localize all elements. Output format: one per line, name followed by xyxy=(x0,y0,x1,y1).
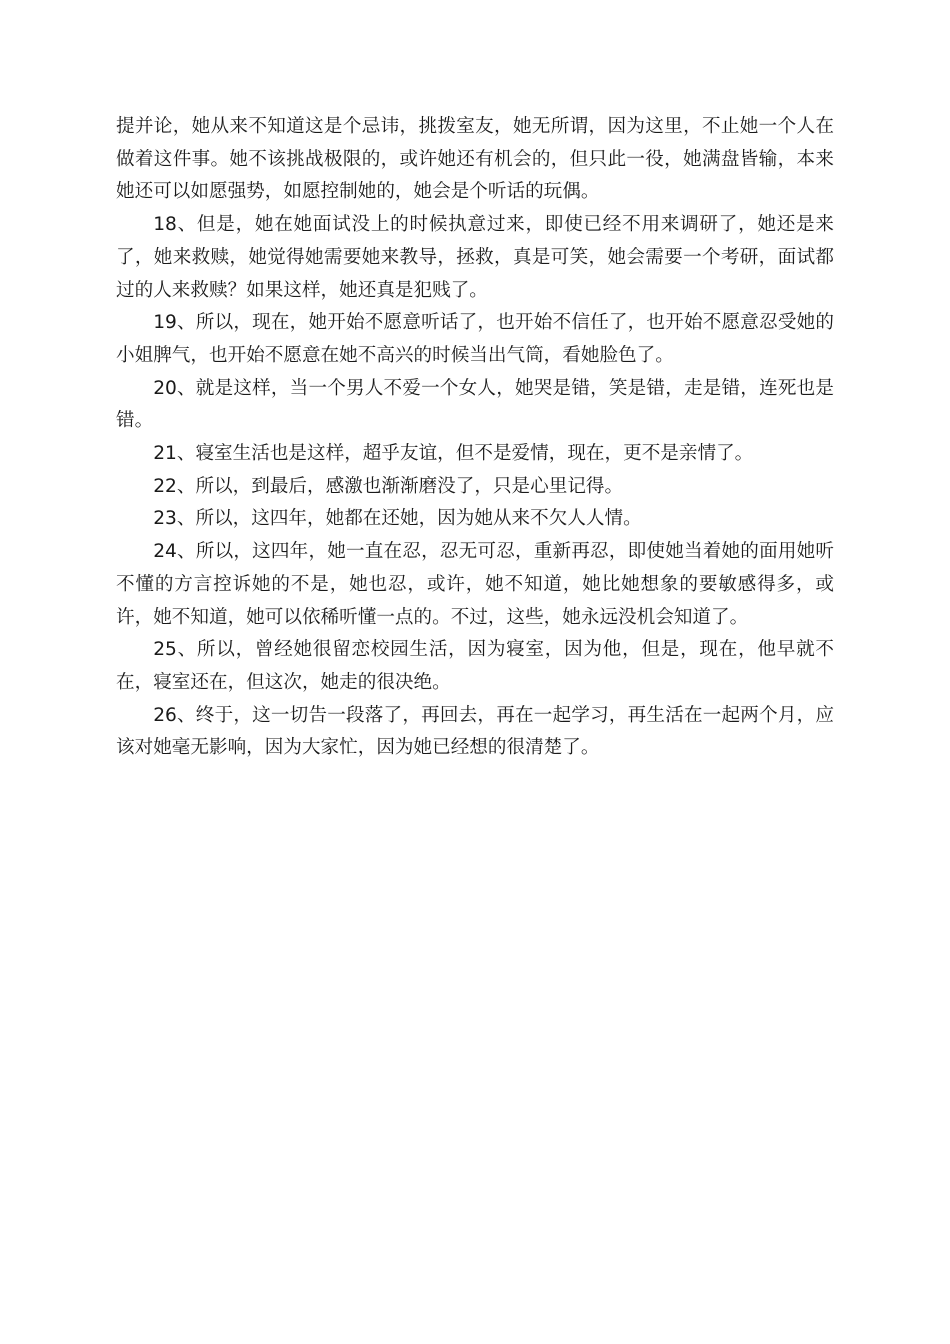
paragraph-23: 23、所以，这四年，她都在还她，因为她从来不欠人人情。 xyxy=(153,508,642,530)
paragraph-21: 21、寝室生活也是这样，超乎友谊，但不是爱情，现在，更不是亲情了。 xyxy=(153,443,754,465)
paragraph-20: 20、就是这样，当一个男人不爱一个女人，她哭是错，笑是错，走是错，连死也是错。 xyxy=(116,377,834,432)
paragraph-19: 19、所以，现在，她开始不愿意听话了，也开始不信任了，也开始不愿意忍受她的小姐脾气，也开始不愿意在她不高兴的时候当出气筒，看她脸色了。 xyxy=(116,312,834,366)
paragraph-25: 25、所以，曾经她很留恋校园生活，因为寝室，因为他，但是，现在，他早就不在，寝室还在，但这次，她走的很决绝。 xyxy=(116,639,834,693)
paragraph-18: 18、但是，她在她面试没上的时候执意过来，即使已经不用来调研了，她还是来了，她来救赎，她觉得她需要她来教导，拯救，真是可笑，她会需要一个考研，面试都过的人来救赎？如果这样，她还真是犯贱了。 xyxy=(116,214,834,301)
paragraph-continuation: 提并论，她从来不知道这是个忌讳，挑拨室友，她无所谓，因为这里，不止她一个人在做着这件事。她不该挑战极限的，或许她还有机会的，但只此一役，她满盘皆输，本来她还可以如愿强势，如愿控制她的，她会是个听话的玩偶。 xyxy=(116,116,834,203)
paragraph-24: 24、所以，这四年，她一直在忍，忍无可忍，重新再忍，即使她当着她的面用她听不懂的方言控诉她的不是，她也忍，或许，她不知道，她比她想象的要敏感得多，或许，她不知道，她可以依稀听懂一点的。不过，这些，她永远没机会知道了。 xyxy=(116,541,834,628)
paragraph-26: 26、终于，这一切告一段落了，再回去，再在一起学习，再生活在一起两个月，应该对她毫无影响，因为大家忙，因为她已经想的很清楚了。 xyxy=(116,704,834,759)
document-body xyxy=(116,111,834,765)
paragraph-22: 22、所以，到最后，感激也渐渐磨没了，只是心里记得。 xyxy=(153,475,624,497)
